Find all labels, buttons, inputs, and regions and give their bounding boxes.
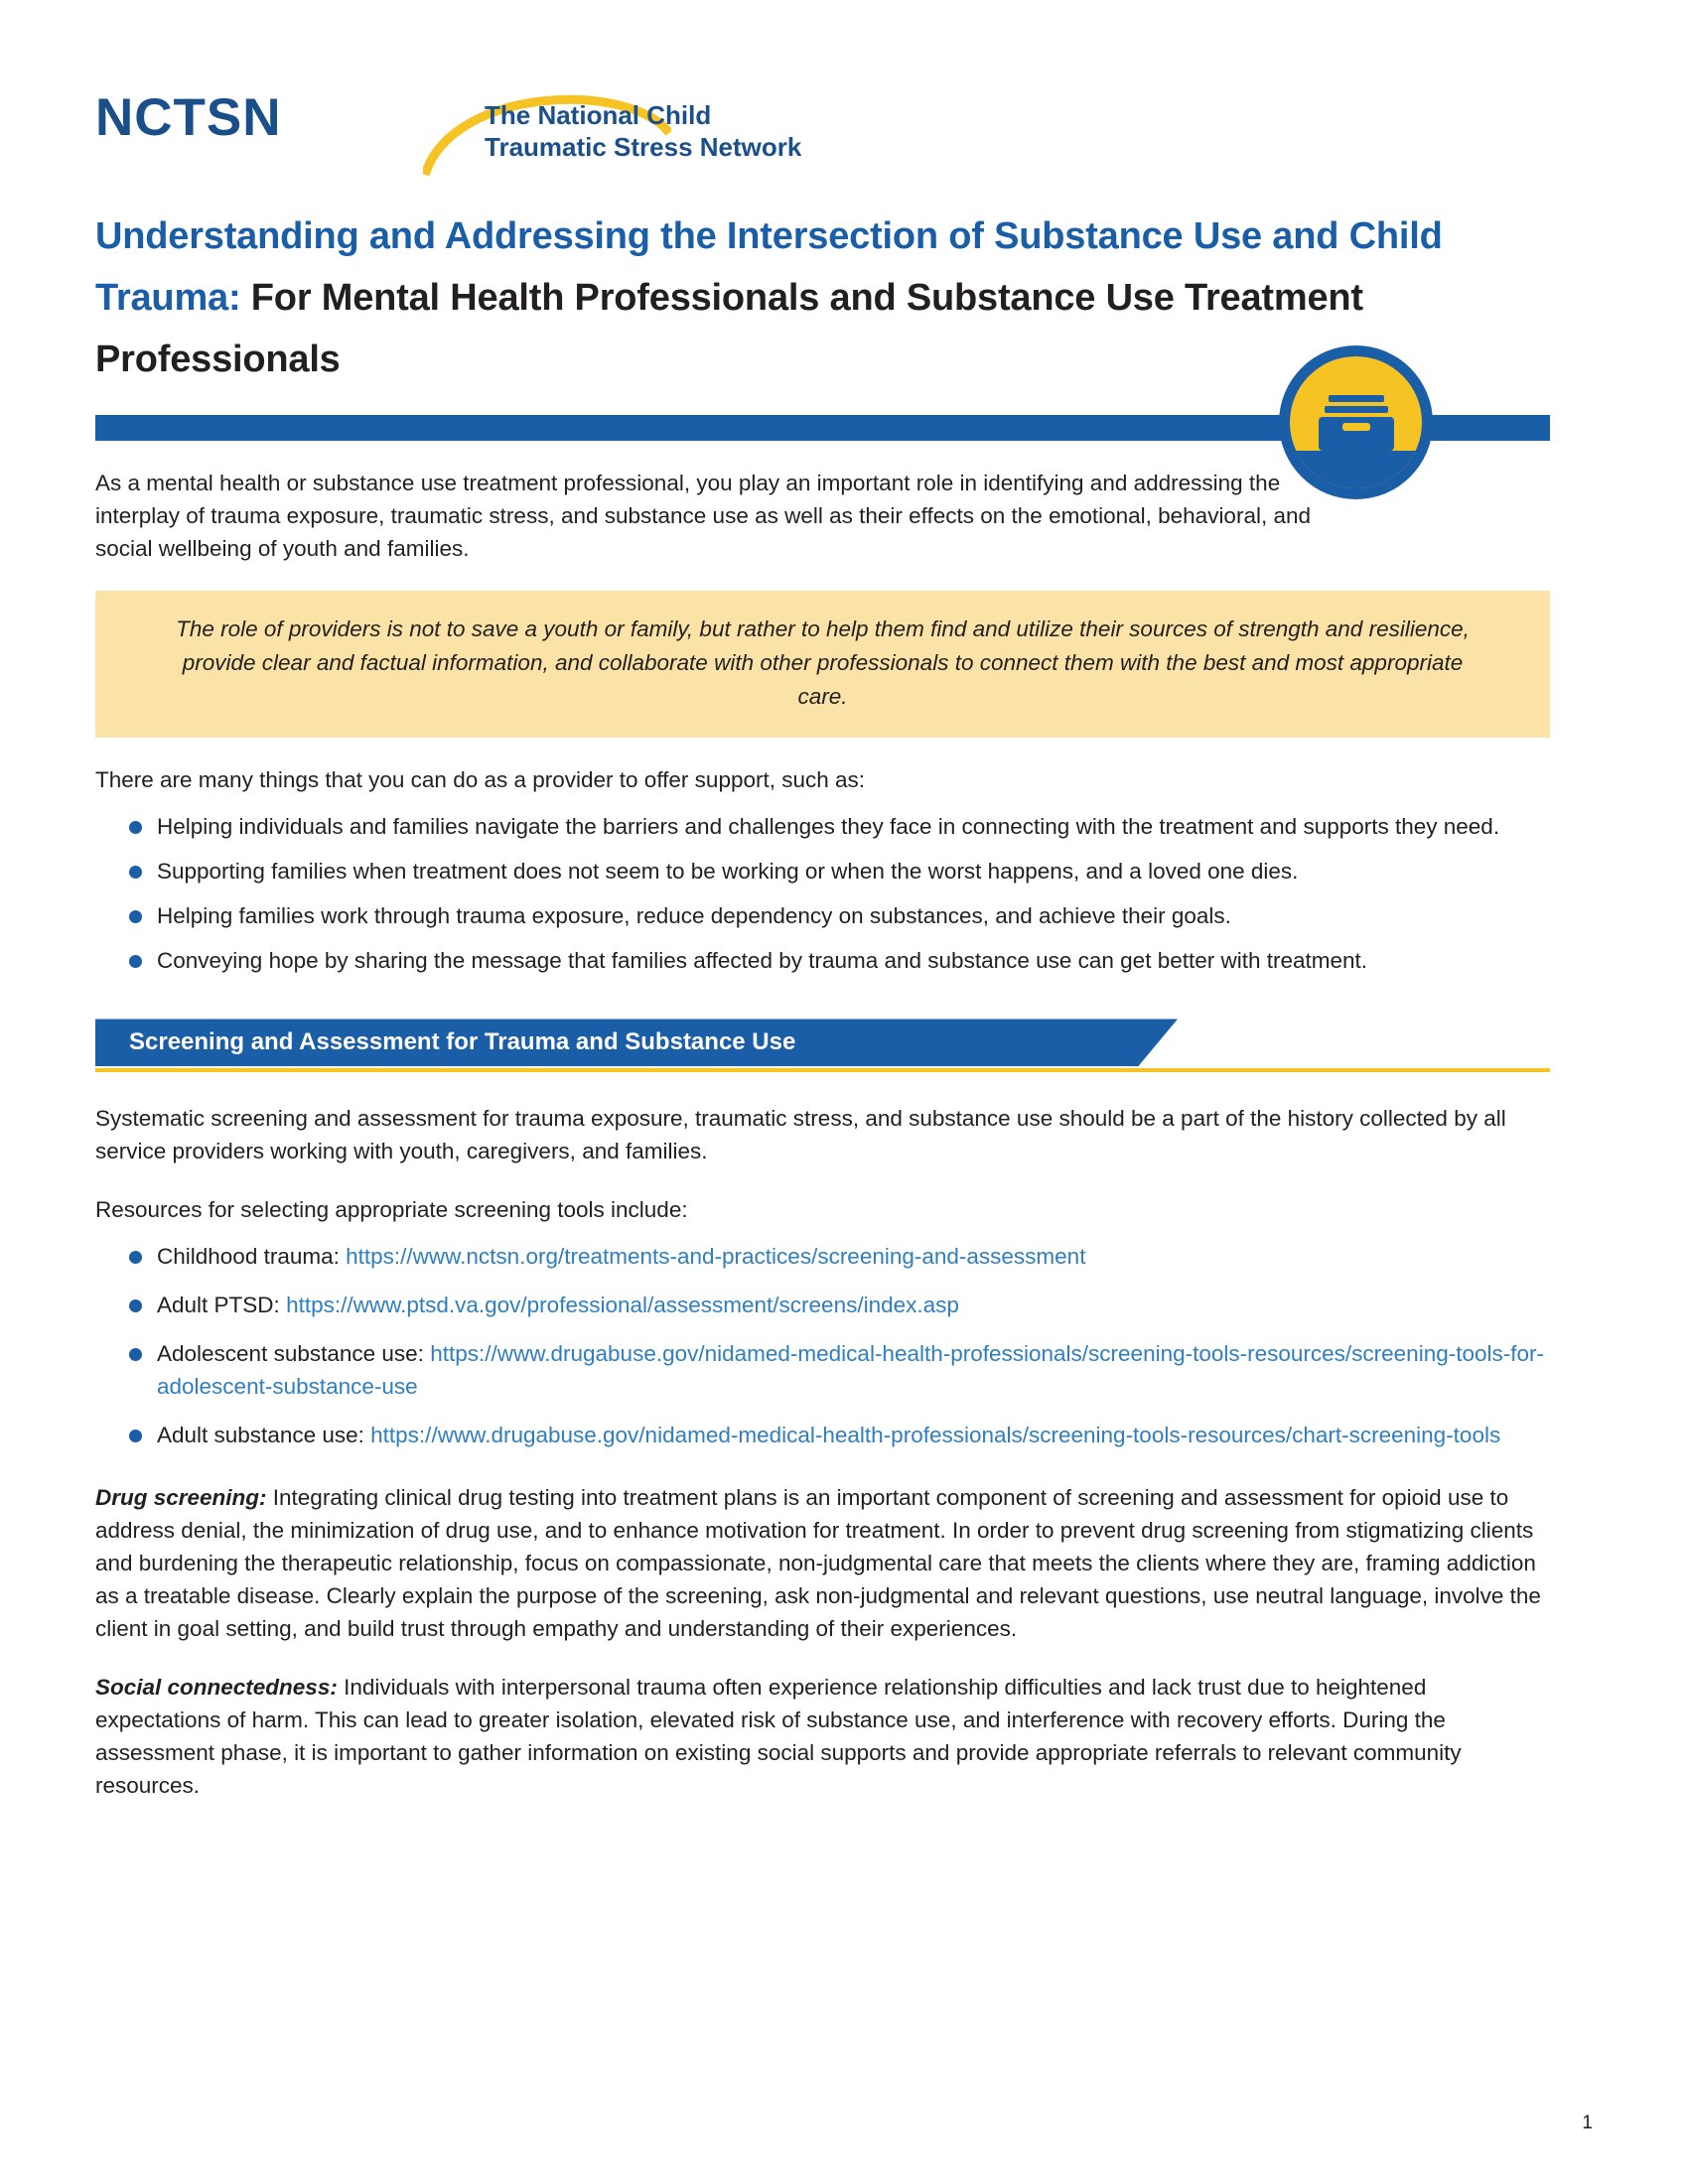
list-item (95, 810, 1550, 843)
resource-link[interactable]: https://www.ptsd.va.gov/professional/assessment/screens/index.asp (286, 1293, 959, 1318)
support-bullet-list (95, 810, 1550, 977)
resource-link[interactable]: https://www.nctsn.org/treatments-and-practices/screening-and-assessment (346, 1244, 1086, 1270)
bullet-dot-icon (129, 955, 142, 968)
bullet-dot-icon (129, 821, 142, 834)
bullet-dot-icon (129, 1251, 142, 1264)
bullet-dot-icon (129, 1299, 142, 1312)
resource-label: Adult substance use: (157, 1423, 364, 1448)
resource-label: Childhood trauma: (157, 1244, 340, 1270)
list-item (95, 855, 1550, 887)
page-title-rest: For Mental Health Professionals and Substance Use Treatment Professionals (95, 277, 1363, 380)
list-item (95, 944, 1550, 977)
section-banner (95, 1019, 1550, 1076)
callout-box: The role of providers is not to save a youth or family, but rather to help them find and utilize their sources of strength and resilience, provide clear and factual information, and collaborate with other professionals to connect them with the best and most appropriate care. (95, 591, 1550, 738)
page-title-highlight: Understanding and Addressing the Intersection of Substance Use and Child Trauma: (95, 215, 1443, 319)
resource-label: Adult PTSD: (157, 1293, 280, 1318)
list-item (95, 1337, 1550, 1403)
social-connectedness-paragraph (95, 1671, 1550, 1802)
list-item-text: Helping individuals and families navigate the barriers and challenges they face in connecting with the treatment and supports they need. (157, 814, 1500, 840)
bullet-dot-icon (129, 1348, 142, 1361)
paragraph-text: Integrating clinical drug testing into treatment plans is an important component of screening and assessment for opioid use to address denial, the minimization of drug use, and to enhance motivation for treatment. In order to prevent drug screening from stigmatizing clients and burdening the therapeutic relationship, focus on compassionate, non-judgmental care that meets the clients where they are, framing addiction as a treatable disease. Clearly explain the purpose of the screening, ask non-judgmental and relevant questions, use neutral language, involve the client in goal setting, and build trust through empathy and understanding of their experiences. (95, 1485, 1541, 1642)
list-item (95, 1289, 1550, 1321)
nctsn-name-line-1: The National Child (485, 100, 712, 130)
list-item-text: Conveying hope by sharing the message that families affected by trauma and substance use can get better with treatment. (157, 948, 1368, 974)
support-intro: There are many things that you can do as a provider to offer support, such as: (95, 767, 866, 793)
nctsn-logo (95, 60, 1550, 184)
resource-label: Adolescent substance use: (157, 1341, 424, 1367)
nctsn-full-name (485, 99, 801, 163)
paragraph-text: Individuals with interpersonal trauma often experience relationship difficulties and lack trust due to heightened expectations of harm. This can lead to greater isolation, elevated risk of substance use, and interference with recovery efforts. During the assessment phase, it is important to gather information on existing social supports and provide appropriate referrals to relevant community resources. (95, 1675, 1462, 1799)
resource-link[interactable]: https://www.drugabuse.gov/nidamed-medical-health-professionals/screening-tools-resources/screening-tools-for-adolescent-substance-use (157, 1341, 1544, 1400)
list-item (95, 1240, 1550, 1273)
drug-screening-paragraph (95, 1481, 1550, 1645)
resource-link[interactable]: https://www.drugabuse.gov/nidamed-medical-health-professionals/screening-tools-resources/chart-screening-tools (370, 1423, 1501, 1448)
list-item-text: Helping families work through trauma exposure, reduce dependency on substances, and achieve their goals. (157, 903, 1231, 929)
detail-paragraphs (95, 1481, 1550, 1802)
folder-box-icon (1279, 345, 1433, 499)
list-item (95, 899, 1550, 932)
page-number: 1 (1582, 2113, 1593, 2133)
resource-link-list (95, 1240, 1550, 1451)
bullet-dot-icon (129, 866, 142, 879)
section-paragraph: Systematic screening and assessment for trauma exposure, traumatic stress, and substance use should be a part of the history collected by all service providers working with youth, caregivers, and families. (95, 1106, 1506, 1164)
nctsn-name-line-2: Traumatic Stress Network (485, 132, 802, 162)
section-heading: Screening and Assessment for Trauma and Substance Use (129, 1028, 796, 1056)
intro-paragraph: As a mental health or substance use treatment professional, you play an important role in identifying and addressing the interplay of trauma exposure, traumatic stress, and substance use as well as their effects on the emotional, behavioral, and social wellbeing of youth and families. (95, 471, 1311, 562)
bullet-dot-icon (129, 1430, 142, 1442)
section-underline (95, 1068, 1550, 1072)
list-item (95, 1419, 1550, 1451)
bullet-dot-icon (129, 910, 142, 923)
paragraph-lead: Drug screening: (95, 1485, 267, 1511)
title-divider (95, 415, 1550, 441)
resources-intro: Resources for selecting appropriate screening tools include: (95, 1197, 688, 1223)
page-content (95, 60, 1550, 1828)
list-item-text: Supporting families when treatment does not seem to be working or when the worst happens, and a loved one dies. (157, 859, 1299, 885)
nctsn-acronym: NCTSN (95, 88, 282, 147)
paragraph-lead: Social connectedness: (95, 1675, 338, 1701)
